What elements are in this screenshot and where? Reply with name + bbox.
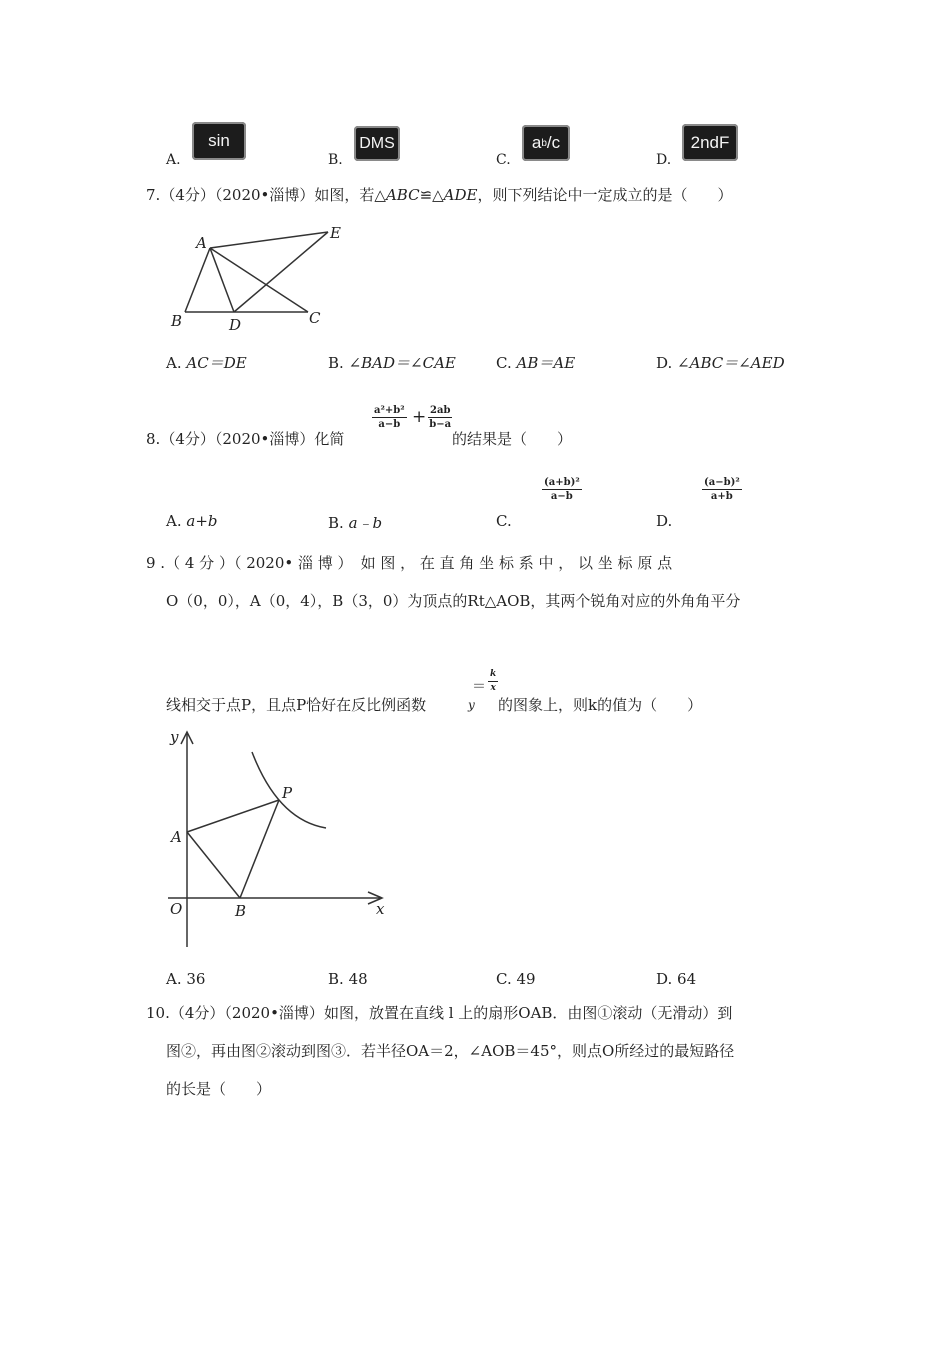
- q8-option-b: B. a﹣b: [328, 514, 383, 532]
- q9-stem-line-3-lead: 线相交于点P，且点P恰好在反比例函数: [166, 696, 427, 714]
- segment-ae: [210, 232, 328, 248]
- 2ndf-key-icon: 2ndF: [682, 124, 738, 161]
- label-d: D: [229, 316, 242, 334]
- q8-stem-tail: 的结果是（ ）: [452, 430, 573, 448]
- q10-stem-line-3: 的长是（ ）: [166, 1080, 272, 1098]
- q9-function-y: y: [468, 698, 475, 712]
- q6-option-c-label: C.: [496, 152, 511, 168]
- segment-ab: [185, 248, 210, 312]
- q8-option-d-label: D.: [656, 512, 673, 530]
- q9-option-a: A. 36: [166, 970, 206, 988]
- label-e: E: [330, 224, 341, 242]
- q9-stem-line-2: O（0，0），A（0，4），B（3，0）为顶点的Rt△AOB，其两个锐角对应的外角角平分: [166, 592, 741, 610]
- q6-option-d-label: D.: [656, 152, 672, 168]
- sin-key-icon: sin: [192, 122, 246, 160]
- segment-ad: [210, 248, 234, 312]
- q9-stem-line-3-tail: 的图象上，则k的值为（ ）: [498, 696, 703, 714]
- label-x: x: [376, 900, 385, 918]
- fraction-key-icon: a b /c: [522, 125, 570, 161]
- q9-function-equals: ＝: [472, 679, 486, 695]
- segment-ab: [187, 832, 240, 898]
- label-o: O: [170, 900, 183, 918]
- q10-stem-line-1: 10.（4分）（2020•淄博）如图，放置在直线 l 上的扇形OAB．由图①滚动（无滑动）到: [146, 1004, 733, 1022]
- q8-fraction-2: $\frac{2ab}{b-a}$: [429, 405, 452, 430]
- label-b: B: [235, 902, 247, 920]
- q9-coordinate-figure: [160, 722, 400, 952]
- dms-key-icon: DMS: [354, 126, 400, 161]
- q8-stem-lead: 8.（4分）（2020•淄博）化简: [146, 430, 345, 448]
- segment-ac: [210, 248, 308, 312]
- q9-option-d: D. 64: [656, 970, 697, 988]
- segment-bp: [240, 800, 279, 898]
- q9-option-c: C. 49: [496, 970, 536, 988]
- q7-option-b: B. ∠BAD＝∠CAE: [328, 354, 456, 372]
- q8-option-c-label: C.: [496, 512, 512, 530]
- q7-triangle-figure: [160, 218, 360, 338]
- q9-function-fraction: $\frac{k}{x}$: [490, 669, 497, 693]
- q7-stem: 7.（4分）（2020•淄博）如图，若△ABC≌△ADE，则下列结论中一定成立的是（ ）: [146, 186, 733, 204]
- q7-option-c: C. AB＝AE: [496, 354, 576, 372]
- q8-option-a: A. a+b: [166, 512, 218, 530]
- segment-ap: [187, 800, 279, 832]
- label-a: A: [196, 234, 207, 252]
- label-y: y: [170, 728, 179, 746]
- q10-stem-line-2: 图②，再由图②滚动到图③．若半径OA＝2，∠AOB＝45°，则点O所经过的最短路径: [166, 1042, 735, 1060]
- label-c: C: [309, 309, 321, 327]
- q7-option-a: A. AC＝DE: [166, 354, 247, 372]
- q8-fraction-1: $\frac{\text{a²+b²}}{a-b}$: [374, 405, 405, 430]
- q8-option-d-fraction: $\frac{\text{(a−b)²}}{a+b}$: [704, 477, 740, 502]
- q6-option-b-label: B.: [328, 152, 343, 168]
- q9-stem-line-1: 9 .（ 4 分 ）（ 2020• 淄 博 ） 如 图 ， 在 直 角 坐 标 系 中 ， 以 坐 标 原 点: [146, 554, 673, 572]
- label-p: P: [282, 784, 293, 802]
- label-b: B: [171, 312, 183, 330]
- q9-option-b: B. 48: [328, 970, 368, 988]
- label-a: A: [171, 828, 182, 846]
- q7-option-d: D. ∠ABC＝∠AED: [656, 354, 785, 372]
- q8-option-c-fraction: $\frac{\text{(a+b)²}}{a-b}$: [544, 477, 580, 502]
- q6-option-a-label: A.: [166, 152, 181, 168]
- q8-plus-sign: +: [412, 407, 427, 427]
